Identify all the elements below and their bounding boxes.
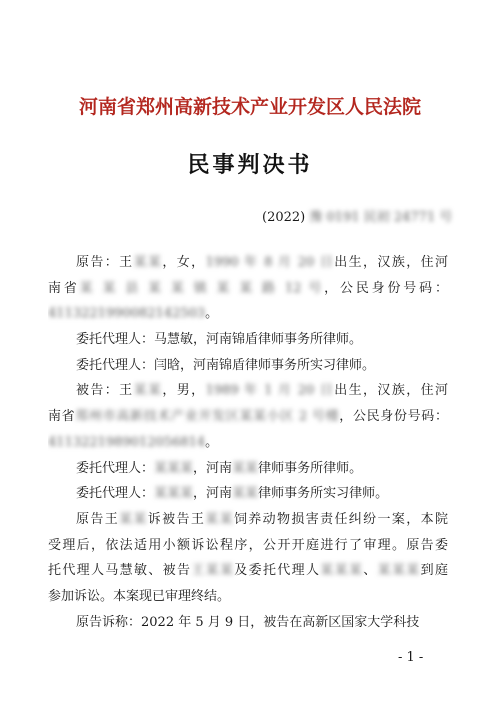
paragraph-line [48,301,448,327]
text-segment: 委托代理人： [76,460,155,476]
text-segment: 律师事务所律师。 [258,460,363,476]
text-segment: 。 [205,306,219,322]
text-segment: 饲养动物损害责任纠纷一案，本院 [233,511,448,527]
paragraph-line [48,327,448,353]
paragraph-line [48,430,448,456]
paragraph-line [48,353,448,379]
text-segment: 原告：王 [76,255,134,270]
paragraph-line [48,584,448,610]
text-segment: ，河南 [193,460,233,476]
text-segment: 委托代理人： [76,486,155,502]
judgment-body [48,250,448,635]
paragraph-line [48,404,448,430]
document-title: 民事判决书 [187,152,313,178]
text-segment: 及委托代理人 [234,563,321,579]
court-name: 河南省郑州高新技术产业开发区人民法院 [78,96,421,118]
text-segment: ，女， [162,255,206,270]
redacted-text: 王某某 [191,563,235,579]
text-segment: 原告王 [76,511,120,527]
text-segment: 南省 [48,280,80,296]
redacted-text: 4113221990082142503 [48,306,206,322]
redacted-text: 某某某 [377,563,421,579]
redacted-text: 某 某 县 某 某 镇 某 某 路 12 号 [79,280,325,296]
redacted-text: 郑州市高新技术产业开发区某某小区 2 号楼 [75,409,340,425]
text-segment: 托代理人马慧敏、被告 [48,563,192,579]
text-segment: 、 [363,563,378,579]
paragraph-line [48,610,448,636]
paragraph-line [48,558,448,584]
text-segment: 出生，汉族，住河 [334,255,448,270]
paragraph-line [48,507,448,533]
paragraph-line [48,533,448,559]
case-number [262,206,452,225]
redacted-text: 某某 [119,511,148,527]
text-segment: 诉被告王 [147,511,206,527]
redacted-text: 某某 [133,383,163,399]
redacted-text: 某某 [232,460,259,476]
page-number: - 1 - [398,650,424,665]
text-segment: ，公民身份号码： [339,409,448,425]
redacted-text: 某某 [232,486,259,502]
text-segment: 受理后，依法适用小额诉讼程序，公开开庭进行了审理。原告委 [48,537,448,553]
text-segment: 律师事务所实习律师。 [258,486,389,502]
text-segment: 参加诉讼。本案现已审理终结。 [48,588,231,604]
paragraph-line [48,276,448,302]
redacted-text: 某某某 [154,486,194,502]
text-segment: 委托代理人：马慧敏，河南锦盾律师事务所律师。 [76,332,363,348]
text-segment: 原告诉称：2022 年 5 月 9 日，被告在高新区国家大学科技 [76,614,420,630]
redacted-text: 1990 年 8 月 20 日 [205,255,335,270]
case-year: (2022) [262,210,306,225]
case-number-redacted: 豫 0191 民初 24771 号 [309,210,453,225]
paragraph-line [48,250,448,276]
redacted-text: 某某某 [154,460,194,476]
redacted-text: 某某 [133,255,163,270]
redacted-text: 某某某 [320,563,364,579]
text-segment: 委托代理人：闫晗，河南锦盾律师事务所实习律师。 [76,357,376,373]
redacted-text: 1989 年 1 月 20 日 [205,383,335,399]
text-segment: ，河南 [193,486,233,502]
text-segment: 被告：王 [76,383,134,399]
text-segment: 南省 [48,409,76,425]
redacted-text: 4113221989012056814 [48,434,206,450]
text-segment: ，公民身份号码： [324,280,448,296]
text-segment: 。 [205,434,219,450]
text-segment: ，男， [162,383,206,399]
paragraph-line [48,481,448,507]
text-segment: 到庭 [420,563,448,579]
text-segment: 出生，汉族，住河 [334,383,448,399]
paragraph-line [48,456,448,482]
paragraph-line [48,378,448,404]
redacted-text: 某某 [205,511,234,527]
